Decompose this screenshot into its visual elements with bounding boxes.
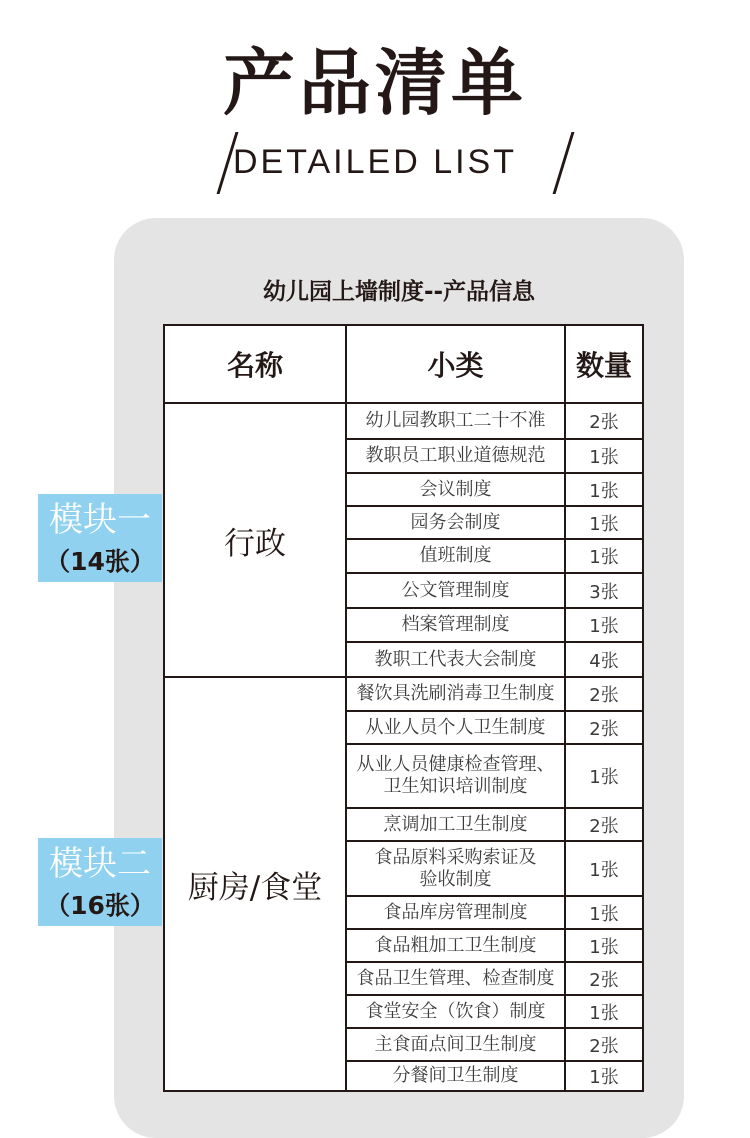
subcategory-cell: 园务会制度	[346, 506, 565, 539]
subcategory-cell: 烹调加工卫生制度	[346, 808, 565, 841]
quantity-cell: 1张	[565, 896, 643, 929]
quantity-cell: 2张	[565, 1028, 643, 1061]
quantity-cell: 1张	[565, 506, 643, 539]
quantity-cell: 2张	[565, 962, 643, 995]
quantity-cell: 1张	[565, 995, 643, 1028]
subcategory-cell: 公文管理制度	[346, 573, 565, 608]
column-header-quantity: 数量	[565, 325, 643, 403]
module-count: （16张）	[45, 891, 155, 920]
page-title: 产品清单	[222, 41, 527, 125]
subcategory-cell: 主食面点间卫生制度	[346, 1028, 565, 1061]
quantity-cell: 2张	[565, 677, 643, 711]
quantity-cell: 2张	[565, 711, 643, 744]
quantity-cell: 1张	[565, 439, 643, 473]
subcategory-cell: 教职工代表大会制度	[346, 642, 565, 677]
column-header-subcategory: 小类	[346, 325, 565, 403]
group-name-cell: 行政	[164, 403, 346, 677]
table-row	[164, 677, 643, 711]
module-badge-1	[38, 494, 162, 582]
quantity-cell: 1张	[565, 473, 643, 506]
subcategory-cell: 食品卫生管理、检查制度	[346, 962, 565, 995]
subcategory-cell: 食品粗加工卫生制度	[346, 929, 565, 962]
quantity-cell: 1张	[565, 1061, 643, 1091]
subcategory-cell: 档案管理制度	[346, 608, 565, 642]
subcategory-cell: 食堂安全（饮食）制度	[346, 995, 565, 1028]
quantity-cell: 1张	[565, 539, 643, 573]
subcategory-cell: 食品原料采购索证及 验收制度	[346, 841, 565, 896]
group-name-cell: 厨房/食堂	[164, 677, 346, 1091]
module-badge-2	[38, 838, 162, 926]
subcategory-cell: 幼儿园教职工二十不准	[346, 403, 565, 439]
subcategory-cell: 从业人员健康检查管理、 卫生知识培训制度	[346, 744, 565, 808]
subcategory-cell: 分餐间卫生制度	[346, 1061, 565, 1091]
subcategory-cell: 教职员工职业道德规范	[346, 439, 565, 473]
quantity-cell: 1张	[565, 744, 643, 808]
quantity-cell: 2张	[565, 808, 643, 841]
table-header-row	[164, 325, 643, 403]
product-table	[163, 324, 644, 1092]
module-count: （14张）	[45, 547, 155, 576]
quantity-cell: 1张	[565, 841, 643, 896]
subcategory-cell: 从业人员个人卫生制度	[346, 711, 565, 744]
subcategory-cell: 食品库房管理制度	[346, 896, 565, 929]
table-title: 幼儿园上墙制度--产品信息	[262, 279, 536, 305]
quantity-cell: 2张	[565, 403, 643, 439]
subcategory-cell: 值班制度	[346, 539, 565, 573]
module-name: 模块二	[49, 844, 151, 884]
quantity-cell: 3张	[565, 573, 643, 608]
subcategory-cell: 会议制度	[346, 473, 565, 506]
subcategory-cell: 餐饮具洗刷消毒卫生制度	[346, 677, 565, 711]
column-header-name: 名称	[164, 325, 346, 403]
table-row	[164, 403, 643, 439]
module-name: 模块一	[49, 500, 151, 540]
quantity-cell: 1张	[565, 929, 643, 962]
page-subtitle: DETAILED LIST	[233, 143, 517, 181]
quantity-cell: 4张	[565, 642, 643, 677]
quantity-cell: 1张	[565, 608, 643, 642]
